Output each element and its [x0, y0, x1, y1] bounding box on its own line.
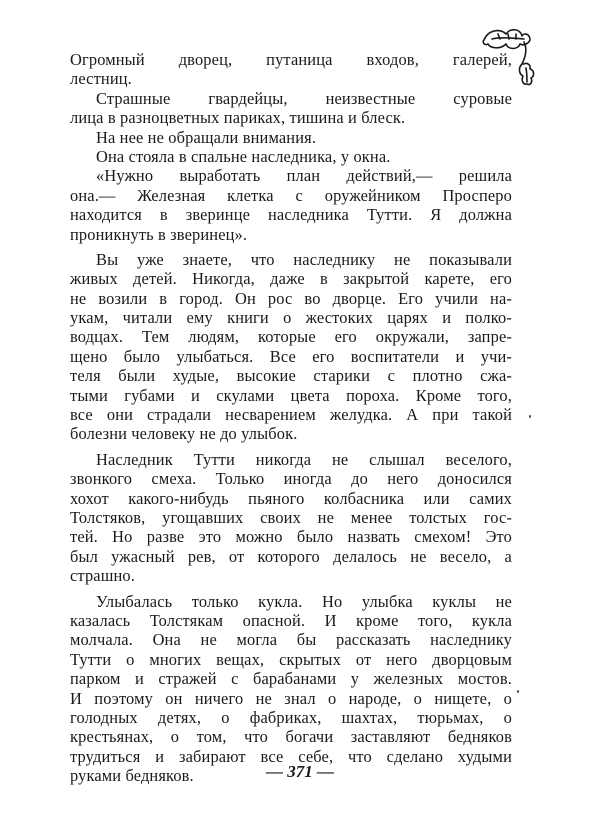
- text-line: Улыбалась только кукла. Но улыбка куклы не: [96, 591, 512, 611]
- paragraph: [70, 50, 512, 89]
- paragraph: [70, 128, 512, 147]
- print-speck: [529, 415, 531, 418]
- text-line: Толстяков, угощавших своих не менее толстых гос-: [70, 507, 512, 527]
- paragraph: [70, 250, 512, 444]
- text-line: проникнуть в зверинец».: [70, 224, 248, 244]
- text-line: водцах. Тем людям, которые его окружали, запре-: [70, 327, 512, 347]
- text-line: Страшные гвардейцы, неизвестные суровые: [96, 88, 512, 108]
- text-line: Огромный дворец, путаница входов, галерей,: [70, 50, 512, 69]
- text-line: молчала. Она не могла бы рассказать наследнику: [70, 630, 512, 650]
- text-line: болезни человеку не до улыбок.: [70, 424, 298, 444]
- text-line: казалась Толстякам опасной. И кроме того, кукла: [70, 610, 512, 630]
- text-line: «Нужно выработать план действий,— решила: [96, 166, 512, 186]
- text-line: Она стояла в спальне наследника, у окна.: [96, 146, 391, 166]
- paragraph: [70, 166, 512, 244]
- text-line: теля были худые, высокие старики с плотно сжа-: [70, 366, 512, 386]
- text-line: Наследник Тутти никогда не слышал веселого,: [96, 449, 512, 469]
- text-line: Тутти о многих вещах, скрытых от него дворцовым: [70, 649, 512, 669]
- text-line: укам, читали ему книги о жестоких царях и полко-: [70, 308, 512, 328]
- text-line: находится в зверинце наследника Тутти. Я должна: [70, 205, 512, 225]
- text-line: руками бедняков.: [70, 766, 194, 786]
- text-line: звонкого смеха. Только иногда до него доносился: [70, 469, 512, 489]
- text-line: все они страдали несварением желудка. А при такой: [70, 405, 512, 425]
- print-speck: [517, 690, 519, 693]
- text-line: И поэтому он ничего не знал о народе, о нищете, о: [70, 688, 512, 708]
- paragraph: [70, 89, 512, 128]
- text-line: парком и стражей с барабанами у железных мостов.: [70, 669, 512, 689]
- text-body: [70, 50, 512, 785]
- text-line: не возили в город. Он рос во дворце. Его учили на-: [70, 288, 512, 308]
- paragraph: [70, 147, 512, 166]
- text-line: Вы уже знаете, что наследнику не показывали: [96, 249, 512, 269]
- text-line: трудиться и забирают все себе, что сделано худыми: [70, 746, 512, 766]
- text-line: лестниц.: [70, 69, 132, 89]
- text-line: щено было улыбаться. Все его воспитатели и учи-: [70, 346, 512, 366]
- paragraph: [70, 450, 512, 586]
- text-line: лица в разноцветных париках, тишина и блеск.: [70, 108, 406, 128]
- page-number: — 371 —: [266, 762, 334, 781]
- text-line: На нее не обращали внимания.: [96, 127, 317, 147]
- text-line: хохот какого-нибудь пьяного колбасника или самих: [70, 488, 512, 508]
- text-line: был ужасный рев, от которого делалось не весело, а: [70, 546, 512, 566]
- text-line: она.— Железная клетка с оружейником Просперо: [70, 185, 512, 205]
- text-line: тей. Но разве это можно было назвать смехом! Это: [70, 527, 512, 547]
- text-line: живых детей. Никогда, даже в закрытой карете, его: [70, 269, 512, 289]
- text-line: тыми губами и скулами цвета пороха. Кроме того,: [70, 385, 512, 405]
- text-line: голодных детях, о фабриках, шахтах, тюрьмах, о: [70, 707, 512, 727]
- text-line: крестьянах, о том, что богачи заставляют бедняков: [70, 727, 512, 747]
- text-line: страшно.: [70, 566, 135, 586]
- paragraph: [70, 592, 512, 786]
